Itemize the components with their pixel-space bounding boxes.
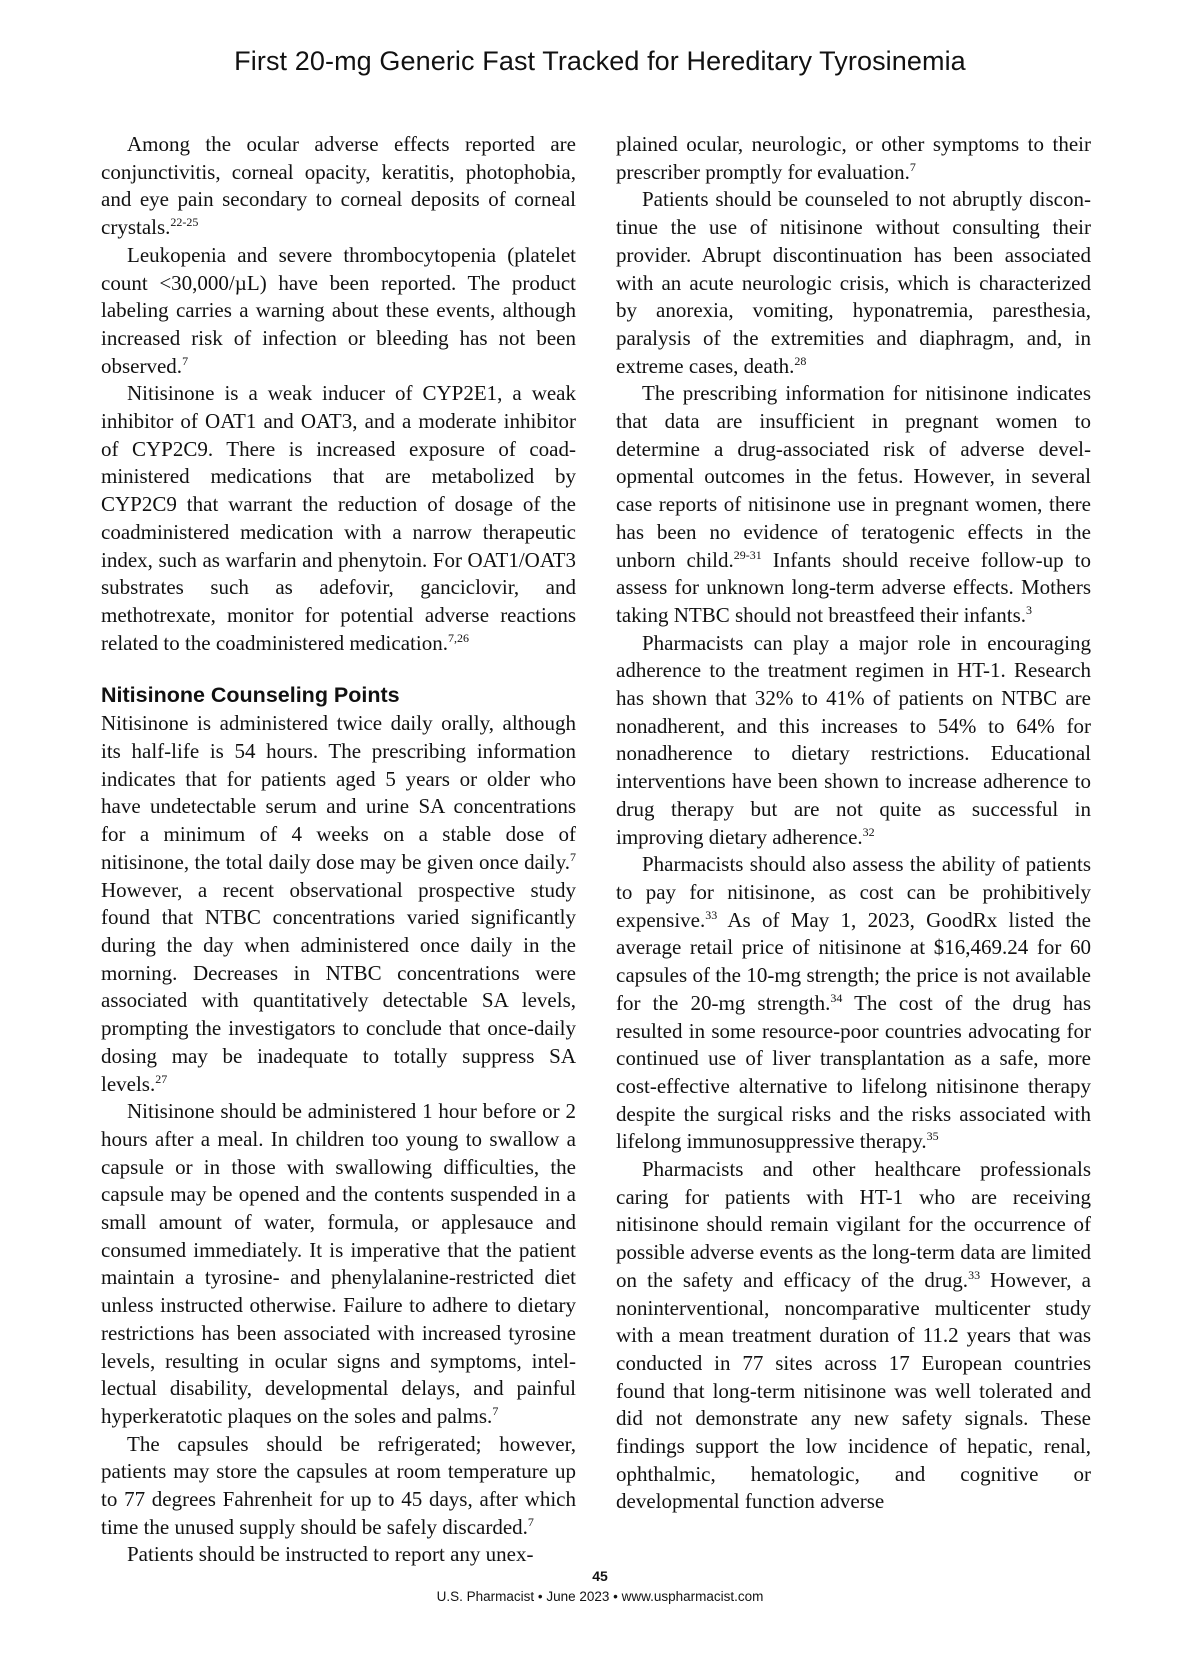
paragraph: Pharmacists can play a major role in encouraging adherence to the treatment regimen in HT-1. Research has shown that 32% to 41% of patients on NTBC are nonadherent, and this increases to 54% to 64% for nonadherence to dietary restrictions. Educational interventions have been shown to increase adherence to drug therapy but are not quite as successful in improving dietary adherence.$^{32}$ — [616, 630, 1091, 849]
reference-superscript: 27 — [155, 1071, 168, 1086]
paragraph: plained ocular, neurologic, or other symptoms to their prescriber promptly for evaluation.$^7$ — [616, 132, 1091, 184]
reference-superscript: 7 — [492, 1403, 499, 1418]
reference-superscript: 7 — [182, 353, 189, 368]
paragraph: The prescribing information for nitisinone indicates that data are insufficient in pregnant women to determine a drug-associated risk of adverse developmental outcomes in the fetus. However, in several case reports of nitisinone use in pregnant women, there has been no evidence of teratogenic effects in the unborn child.$^{29-31}$ Infants should receive follow-up to assess for unknown long-term adverse effects. Mothers taking NTBC should not breastfeed their infants.$^3$ — [616, 381, 1091, 627]
reference-superscript: 28 — [794, 353, 807, 368]
paragraph: The capsules should be refrigerated; however, patients may store the capsules at room temperature up to 77 degrees Fahrenheit for up to 45 days, after which time the unused supply should be safely discarded.$^7$ — [101, 1431, 576, 1539]
paragraph: Pharmacists should also assess the ability of patients to pay for nitisinone, as cost can be prohibitively expensive.$^{33}$ As of May 1, 2023, GoodRx listed the average retail price of nitisinone at $16,469.24 for 60 capsules of the 10-mg strength; the price is not available for the 20-mg strength.$^{34}$ The cost of the drug has resulted in some resource-poor countries advocating for continued use of liver transplantation as a safe, more cost-effective alternative to lifelong nitisinone therapy despite the surgical risks and the risks associated with lifelong immunosuppressive therapy.$^{35}$ — [616, 852, 1092, 1154]
paragraph: Patients should be instructed to report any unex- — [127, 1542, 534, 1567]
paragraph: Among the ocular adverse effects reported are conjunctivitis, corneal opacity, keratitis, photophobia, and eye pain secondary to corneal deposits of corneal crystals.$^{22-25}$ — [101, 132, 576, 240]
reference-superscript: 35 — [926, 1129, 939, 1144]
running-header-title: First 20-mg Generic Fast Tracked for Hereditary Tyrosinemia — [234, 46, 966, 76]
reference-superscript: 3 — [1026, 602, 1033, 617]
paragraph: Nitisinone should be administered 1 hour before or 2 hours after a meal. In children too young to swallow a capsule or in those with swallowing difficulties, the capsule may be opened and the contents suspended in a small amount of water, formula, or applesauce and consumed immediately. It is imperative that the patient maintain a tyrosine- and phenylalanine-restricted diet unless instructed otherwise. Failure to adhere to dietary restrictions has been associated with increased tyrosine levels, resulting in ocular signs and symptoms, intellectual disability, developmental delays, and painful hyperkeratotic plaques on the soles and palms.$^7$ — [101, 1099, 576, 1428]
paragraph: Patients should be counseled to not abruptly discontinue the use of nitisinone without consulting their provider. Abrupt discontinuation has been associated with an acute neurologic crisis, which is characterized by anorexia, vomiting, hyponatremia, paresthesia, paralysis of the extremities and diaphragm, and, in extreme cases, death.$^{28}$ — [616, 187, 1091, 378]
paragraph: Nitisinone is a weak inducer of CYP2E1, a weak inhibitor of OAT1 and OAT3, and a moderate inhibitor of CYP2C9. There is increased exposure of coadministered medications that are metabolized by CYP2C9 that warrant the reduction of dosage of the coadministered medication with a narrow therapeutic index, such as warfarin and phenytoin. For OAT1/​OAT3 substrates such as adefovir, ganciclovir, and methotrexate, monitor for potential adverse reactions related to the coadministered medication.$^{7,26}$ — [101, 381, 576, 655]
reference-superscript: 7 — [909, 159, 916, 174]
footer-publication-line: U.S. Pharmacist • June 2023 • www.uspharmacist.com — [436, 1589, 764, 1604]
reference-superscript: 34 — [830, 990, 843, 1005]
reference-superscript: 7,26 — [447, 630, 469, 645]
paragraph: Nitisinone is administered twice daily orally, although its half-life is 54 hours. The prescribing information indicates that for patients aged 5 years or older who have undetectable serum and urine SA concentrations for a minimum of 4 weeks on a stable dose of nitisinone, the total daily dose may be given once daily.$^7$ However, a recent observational prospective study found that NTBC concentrations varied significantly during the day when administered once daily in the morning. Decreases in NTBC concentrations were associated with quantitatively detectable SA levels, prompting the investigators to conclude that once-daily dosing may be inadequate to totally suppress SA levels.$^{27}$ — [101, 711, 576, 1096]
left-column — [101, 131, 576, 1569]
reference-superscript: 33 — [705, 907, 718, 922]
section-heading: Nitisinone Counseling Points — [101, 683, 400, 708]
right-column — [616, 131, 1091, 1516]
reference-superscript: 22-25 — [170, 215, 199, 230]
reference-superscript: 33 — [968, 1267, 981, 1282]
page-number: 45 — [592, 1568, 608, 1584]
reference-superscript: 7 — [570, 849, 576, 864]
reference-superscript: 7 — [527, 1514, 534, 1529]
paragraph: Leukopenia and severe thrombocytopenia (platelet count <30,000/µL) have been reported. The product labeling carries a warning about these events, although increased risk of infection or bleeding has not been observed.$^7$ — [101, 242, 576, 378]
reference-superscript: 29-31 — [733, 547, 762, 562]
paragraph: Pharmacists and other healthcare professionals caring for patients with HT-1 who are receiving nitisinone should remain vigilant for the occurrence of possible adverse events as the long-term data are limited on the safety and efficacy of the drug.$^{33}$ However, a noninterventional, noncomparative multicenter study with a mean treatment duration of 11.2 years that was conducted in 77 sites across 17 European countries found that long-term nitisinone was well tolerated and did not demonstrate any new safety signals. These findings support the low incidence of hepatic, renal, ophthalmic, hematologic, and cognitive or developmental function adverse — [616, 1157, 1091, 1514]
reference-superscript: 32 — [862, 824, 875, 839]
